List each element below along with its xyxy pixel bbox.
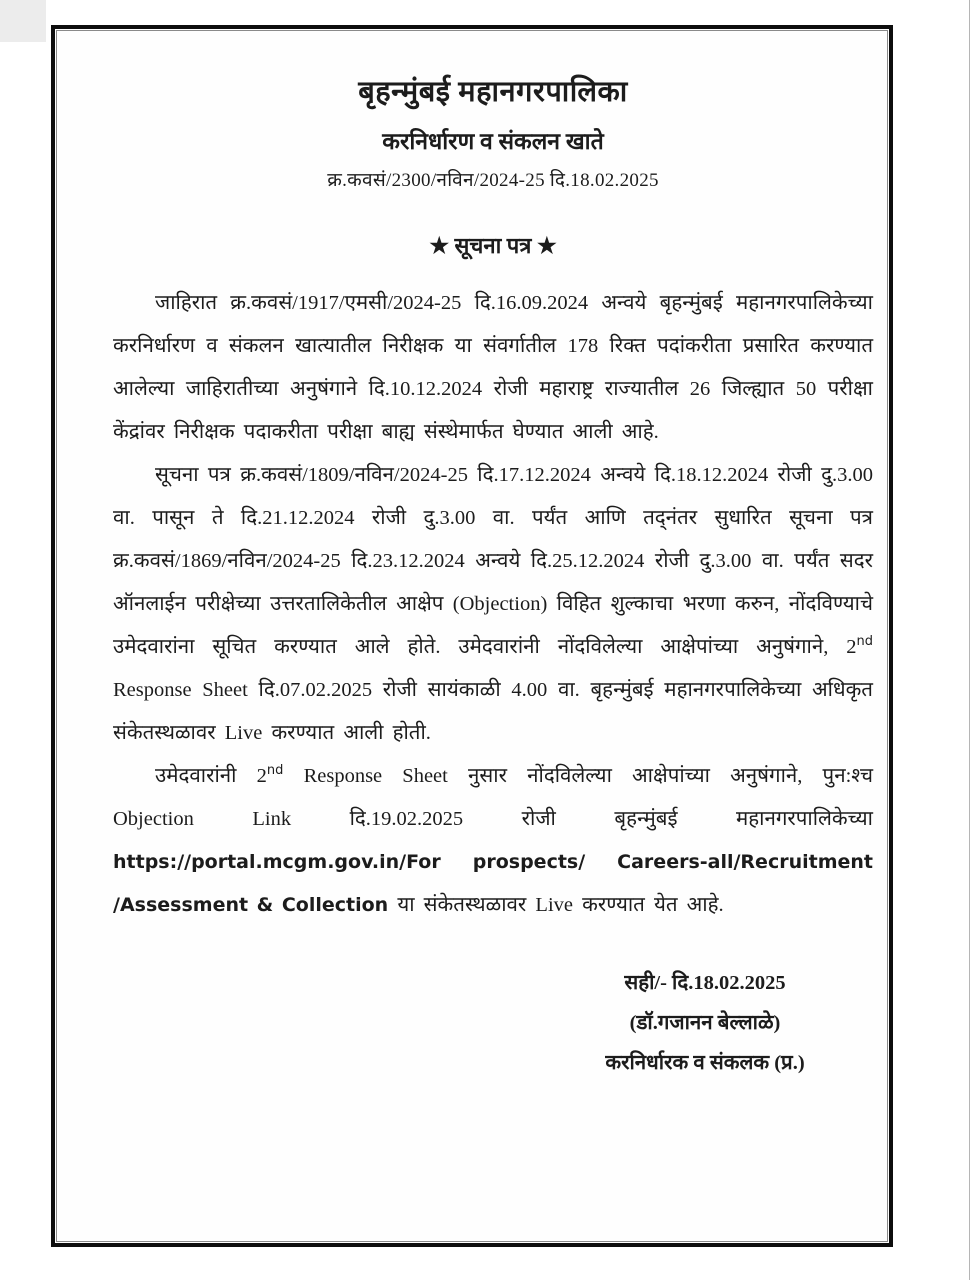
signature-block [565, 963, 845, 1083]
notice-body [113, 282, 873, 927]
paragraph-3-ordinal-superscript: nd [266, 763, 284, 779]
signatory-designation: करनिर्धारक व संकलक (प्र.) [605, 1052, 805, 1074]
organization-title: बृहन्मुंबई महानगरपालिका [358, 76, 628, 108]
page-edge-line [969, 0, 970, 1280]
document-border-frame [51, 25, 893, 1247]
body-paragraph-2 [113, 454, 873, 755]
paragraph-3-text-middle: Response Sheet नुसार नोंदविलेल्या आक्षेपांच्या अनुषंगाने, पुन:श्च Objection Link दि.19.02.2025 रोजी बृहन्मुंबई महानगरपालिकेच्या [113, 765, 873, 830]
document-content [55, 29, 889, 1243]
body-paragraph-1 [113, 282, 873, 454]
notice-heading: ★ सूचना पत्र ★ [429, 233, 557, 258]
paragraph-2-ordinal-superscript: nd [856, 634, 873, 650]
scan-corner-artifact [0, 0, 46, 42]
reference-number-line: क्र.कवसं/2300/नविन/2024-25 दि.18.02.2025 [327, 170, 659, 191]
portal-url-text: https://portal.mcgm.gov.in/For prospects/ Careers-all/Recruitment /Assessment & Collection [113, 851, 873, 916]
paragraph-2-text-start: सूचना पत्र क्र.कवसं/1809/नविन/2024-25 दि.17.12.2024 अन्वये दि.18.12.2024 रोजी दु.3.00 वा. पासून ते दि.21.12.2024 रोजी दु.3.00 वा. पर्यंत आणि तद्नंतर सुधारित सूचना पत्र क्र.कवसं/1869/नविन/2024-25 दि.23.12.2024 अन्वये दि.25.12.2024 रोजी दु.3.00 वा. पर्यंत सदर ऑनलाईन परीक्षेच्या उत्तरतालिकेतील आक्षेप (Objection) विहित शुल्काचा भरणा करुन, नोंदविण्याचे उमेदवारांना सूचित करण्यात आले होते. उमेदवारांनी नोंदविलेल्या आक्षेपांच्या अनुषंगाने, 2 [113, 464, 873, 658]
paragraph-3-text-start: उमेदवारांनी 2 [155, 765, 267, 787]
signature-date-line: सही/- दि.18.02.2025 [624, 972, 786, 994]
paragraph-3-text-end: या संकेतस्थळावर Live करण्यात येत आहे. [388, 894, 724, 916]
paragraph-1-text: जाहिरात क्र.कवसं/1917/एमसी/2024-25 दि.16.09.2024 अन्वये बृहन्मुंबई महानगरपालिकेच्या करनिर्धारण व संकलन खात्यातील निरीक्षक या संवर्गातील 178 रिक्त पदांकरीता प्रसारित करण्यात आलेल्या जाहिरातीच्या अनुषंगाने दि.10.12.2024 रोजी महाराष्ट्र राज्यातील 26 जिल्ह्यात 50 परीक्षा केंद्रांवर निरीक्षक पदाकरीता परीक्षा बाह्य संस्थेमार्फत घेण्यात आली आहे. [113, 292, 873, 443]
signatory-name: (डॉ.गजानन बेल्लाळे) [629, 1012, 781, 1034]
department-title: करनिर्धारण व संकलन खाते [382, 129, 604, 154]
paragraph-2-text-end: Response Sheet दि.07.02.2025 रोजी सायंकाळी 4.00 वा. बृहन्मुंबई महानगरपालिकेच्या अधिकृत संकेतस्थळावर Live करण्यात आली होती. [113, 679, 873, 744]
body-paragraph-3 [113, 755, 873, 927]
